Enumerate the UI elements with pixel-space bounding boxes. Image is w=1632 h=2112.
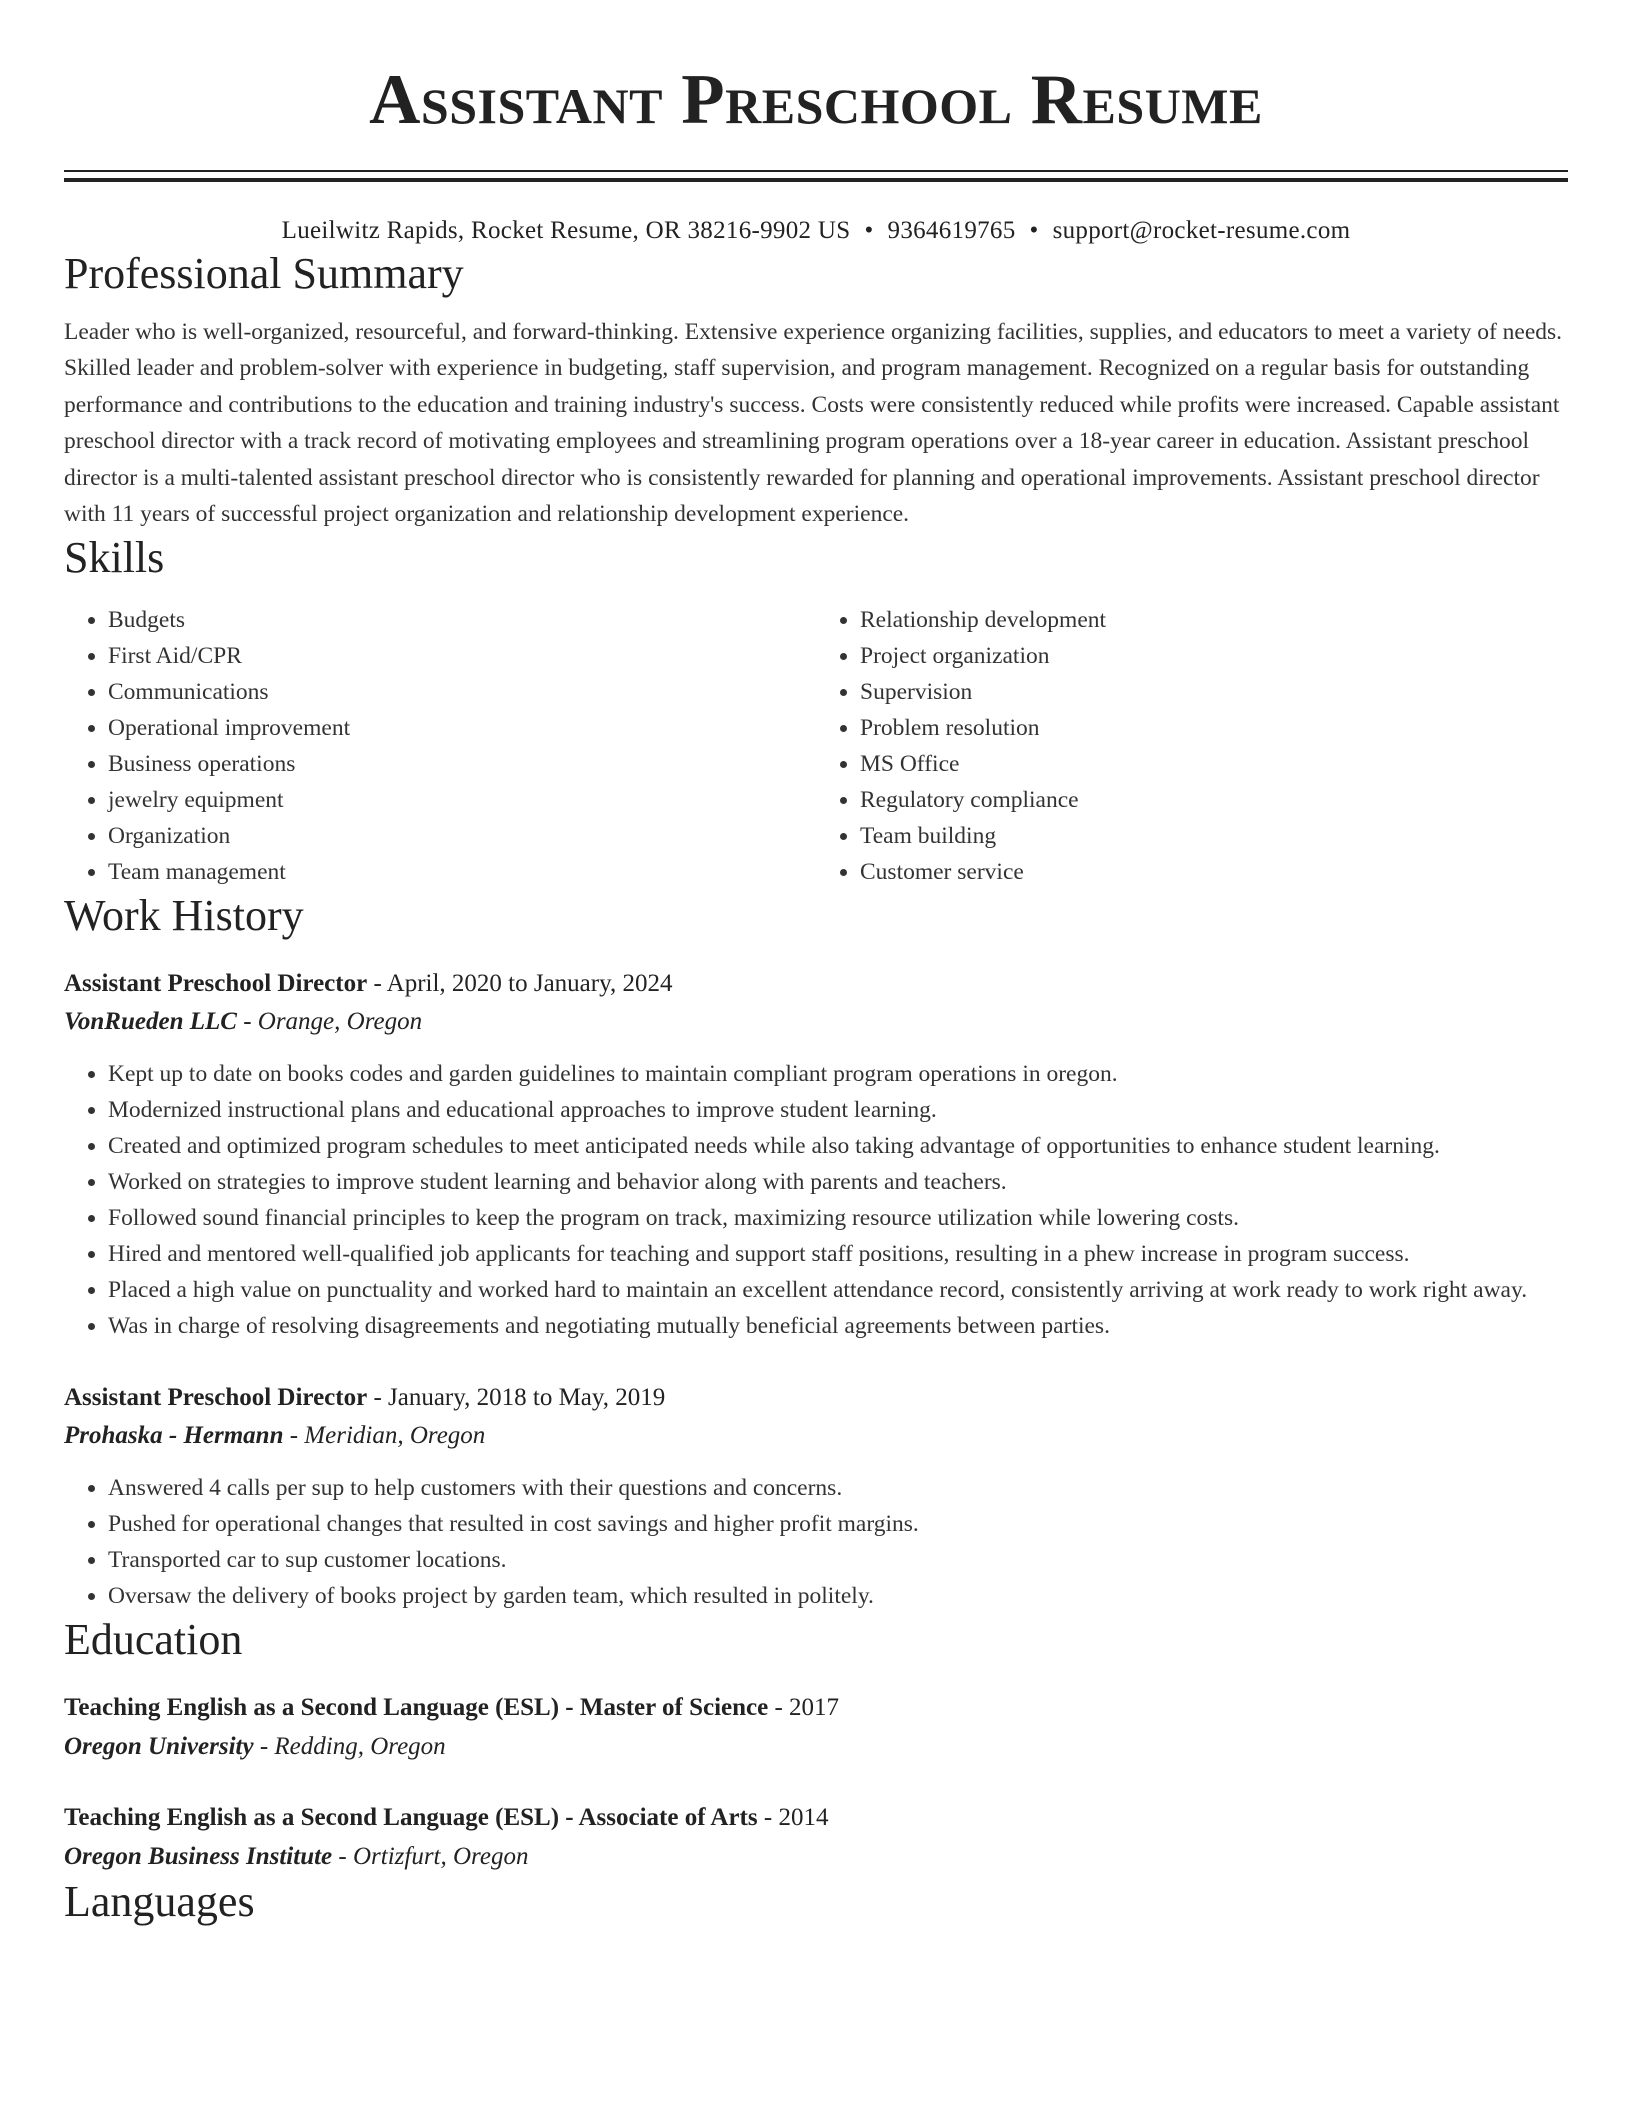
title-divider-thin: [64, 170, 1568, 172]
skills-heading: Skills: [64, 533, 165, 583]
job-title: Assistant Preschool Director: [64, 1384, 368, 1412]
contact-email[interactable]: support@rocket-resume.com: [1052, 217, 1351, 244]
languages-heading: Languages: [64, 1877, 255, 1927]
skill-item: • Regulatory compliance: [860, 782, 1568, 818]
education-school: Oregon University: [64, 1733, 254, 1761]
job-duties: [64, 1056, 1568, 1344]
skills-column-left: [64, 602, 816, 890]
duty-item: • Transported car to sup customer locations.: [108, 1542, 1568, 1578]
skill-item: • jewelry equipment: [108, 782, 816, 818]
contact-phone: 9364619765: [887, 217, 1016, 244]
skill-item: • Communications: [108, 674, 816, 710]
duty-item: • Modernized instructional plans and educational approaches to improve student learning.: [108, 1092, 1568, 1128]
job-entry: [64, 966, 1568, 1344]
education-location: - Redding, Oregon: [253, 1733, 446, 1761]
contact-separator: •: [1029, 217, 1039, 244]
duty-item: • Created and optimized program schedules to meet anticipated needs while also taking advantage of opportunities to enhance student learning.: [108, 1128, 1568, 1164]
skill-item: • MS Office: [860, 746, 1568, 782]
education-degree-line: [64, 1798, 1568, 1837]
duty-item: • Answered 4 calls per sup to help customers with their questions and concerns.: [108, 1470, 1568, 1506]
skills-column-right: [816, 602, 1568, 890]
skill-item: • Team building: [860, 818, 1568, 854]
duty-item: • Was in charge of resolving disagreements and negotiating mutually beneficial agreements between parties.: [108, 1308, 1568, 1344]
skill-item: • Business operations: [108, 746, 816, 782]
education-location: - Ortizfurt, Oregon: [332, 1843, 529, 1871]
duty-item: • Followed sound financial principles to keep the program on track, maximizing resource utilization while lowering costs.: [108, 1200, 1568, 1236]
job-duties: [64, 1470, 1568, 1614]
education-year: - 2017: [768, 1694, 840, 1722]
job-location: - Meridian, Oregon: [283, 1422, 486, 1450]
skill-item: • Organization: [108, 818, 816, 854]
skill-item: • First Aid/CPR: [108, 638, 816, 674]
job-company: Prohaska - Hermann: [64, 1422, 284, 1450]
skill-item: • Operational improvement: [108, 710, 816, 746]
skill-item: • Problem resolution: [860, 710, 1568, 746]
skill-item: • Budgets: [108, 602, 816, 638]
contact-address: Lueilwitz Rapids, Rocket Resume, OR 38216-9902 US: [281, 217, 851, 244]
duty-item: • Placed a high value on punctuality and worked hard to maintain an excellent attendance record, consistently arriving at work ready to work right away.: [108, 1272, 1568, 1308]
job-company-line: [64, 1416, 1568, 1455]
education-school: Oregon Business Institute: [64, 1843, 333, 1871]
education-entry: [64, 1688, 1568, 1766]
education-year: - 2014: [757, 1804, 829, 1832]
job-title-line: [64, 966, 1568, 1002]
duty-item: • Hired and mentored well-qualified job applicants for teaching and support staff positions, resulting in a phew increase in program success.: [108, 1236, 1568, 1272]
education-degree: Teaching English as a Second Language (ESL) - Master of Science: [64, 1694, 769, 1722]
job-company: VonRueden LLC: [64, 1008, 237, 1036]
job-company-line: [64, 1002, 1568, 1041]
job-title: Assistant Preschool Director: [64, 970, 368, 998]
job-title-line: [64, 1380, 1568, 1416]
summary-heading: Professional Summary: [64, 249, 464, 298]
education-heading: Education: [64, 1615, 243, 1665]
job-location: - Orange, Oregon: [236, 1008, 423, 1036]
skill-item: • Team management: [108, 854, 816, 890]
duty-item: • Pushed for operational changes that resulted in cost savings and higher profit margins.: [108, 1506, 1568, 1542]
skill-item: • Supervision: [860, 674, 1568, 710]
duty-item: • Worked on strategies to improve student learning and behavior along with parents and teachers.: [108, 1164, 1568, 1200]
job-dates: - April, 2020 to January, 2024: [367, 970, 673, 998]
skill-item: • Project organization: [860, 638, 1568, 674]
resume-title: Assistant Preschool Resume: [369, 61, 1263, 139]
job-entry: [64, 1380, 1568, 1614]
job-dates: - January, 2018 to May, 2019: [367, 1384, 666, 1412]
education-school-line: [64, 1727, 1568, 1766]
education-degree: Teaching English as a Second Language (ESL) - Associate of Arts: [64, 1804, 758, 1832]
duty-item: • Kept up to date on books codes and garden guidelines to maintain compliant program operations in oregon.: [108, 1056, 1568, 1092]
contact-line: [64, 214, 1568, 248]
education-school-line: [64, 1837, 1568, 1876]
title-divider-thick: [64, 178, 1568, 182]
contact-separator: •: [864, 217, 874, 244]
work-history-heading: Work History: [64, 891, 304, 941]
education-degree-line: [64, 1688, 1568, 1727]
education-entry: [64, 1798, 1568, 1876]
skill-item: • Relationship development: [860, 602, 1568, 638]
skill-item: • Customer service: [860, 854, 1568, 890]
duty-item: • Oversaw the delivery of books project by garden team, which resulted in politely.: [108, 1578, 1568, 1614]
summary-text: Leader who is well-organized, resourceful, and forward-thinking. Extensive experience organizing facilities, supplies, and educators to meet a variety of needs. Skilled leader and problem-solver with experience in budgeting, staff supervision, and program management. Recognized on a regular basis for outstanding performance and contributions to the education and training industry's success. Costs were consistently reduced while profits were increased. Capable assistant preschool director with a track record of motivating employees and streamlining program operations over a 18-year career in education. Assistant preschool director is a multi-talented assistant preschool director who is consistently rewarded for planning and operational improvements. Assistant preschool director with 11 years of successful project organization and relationship development experience.: [64, 319, 1563, 528]
skills-list: [64, 602, 1568, 890]
